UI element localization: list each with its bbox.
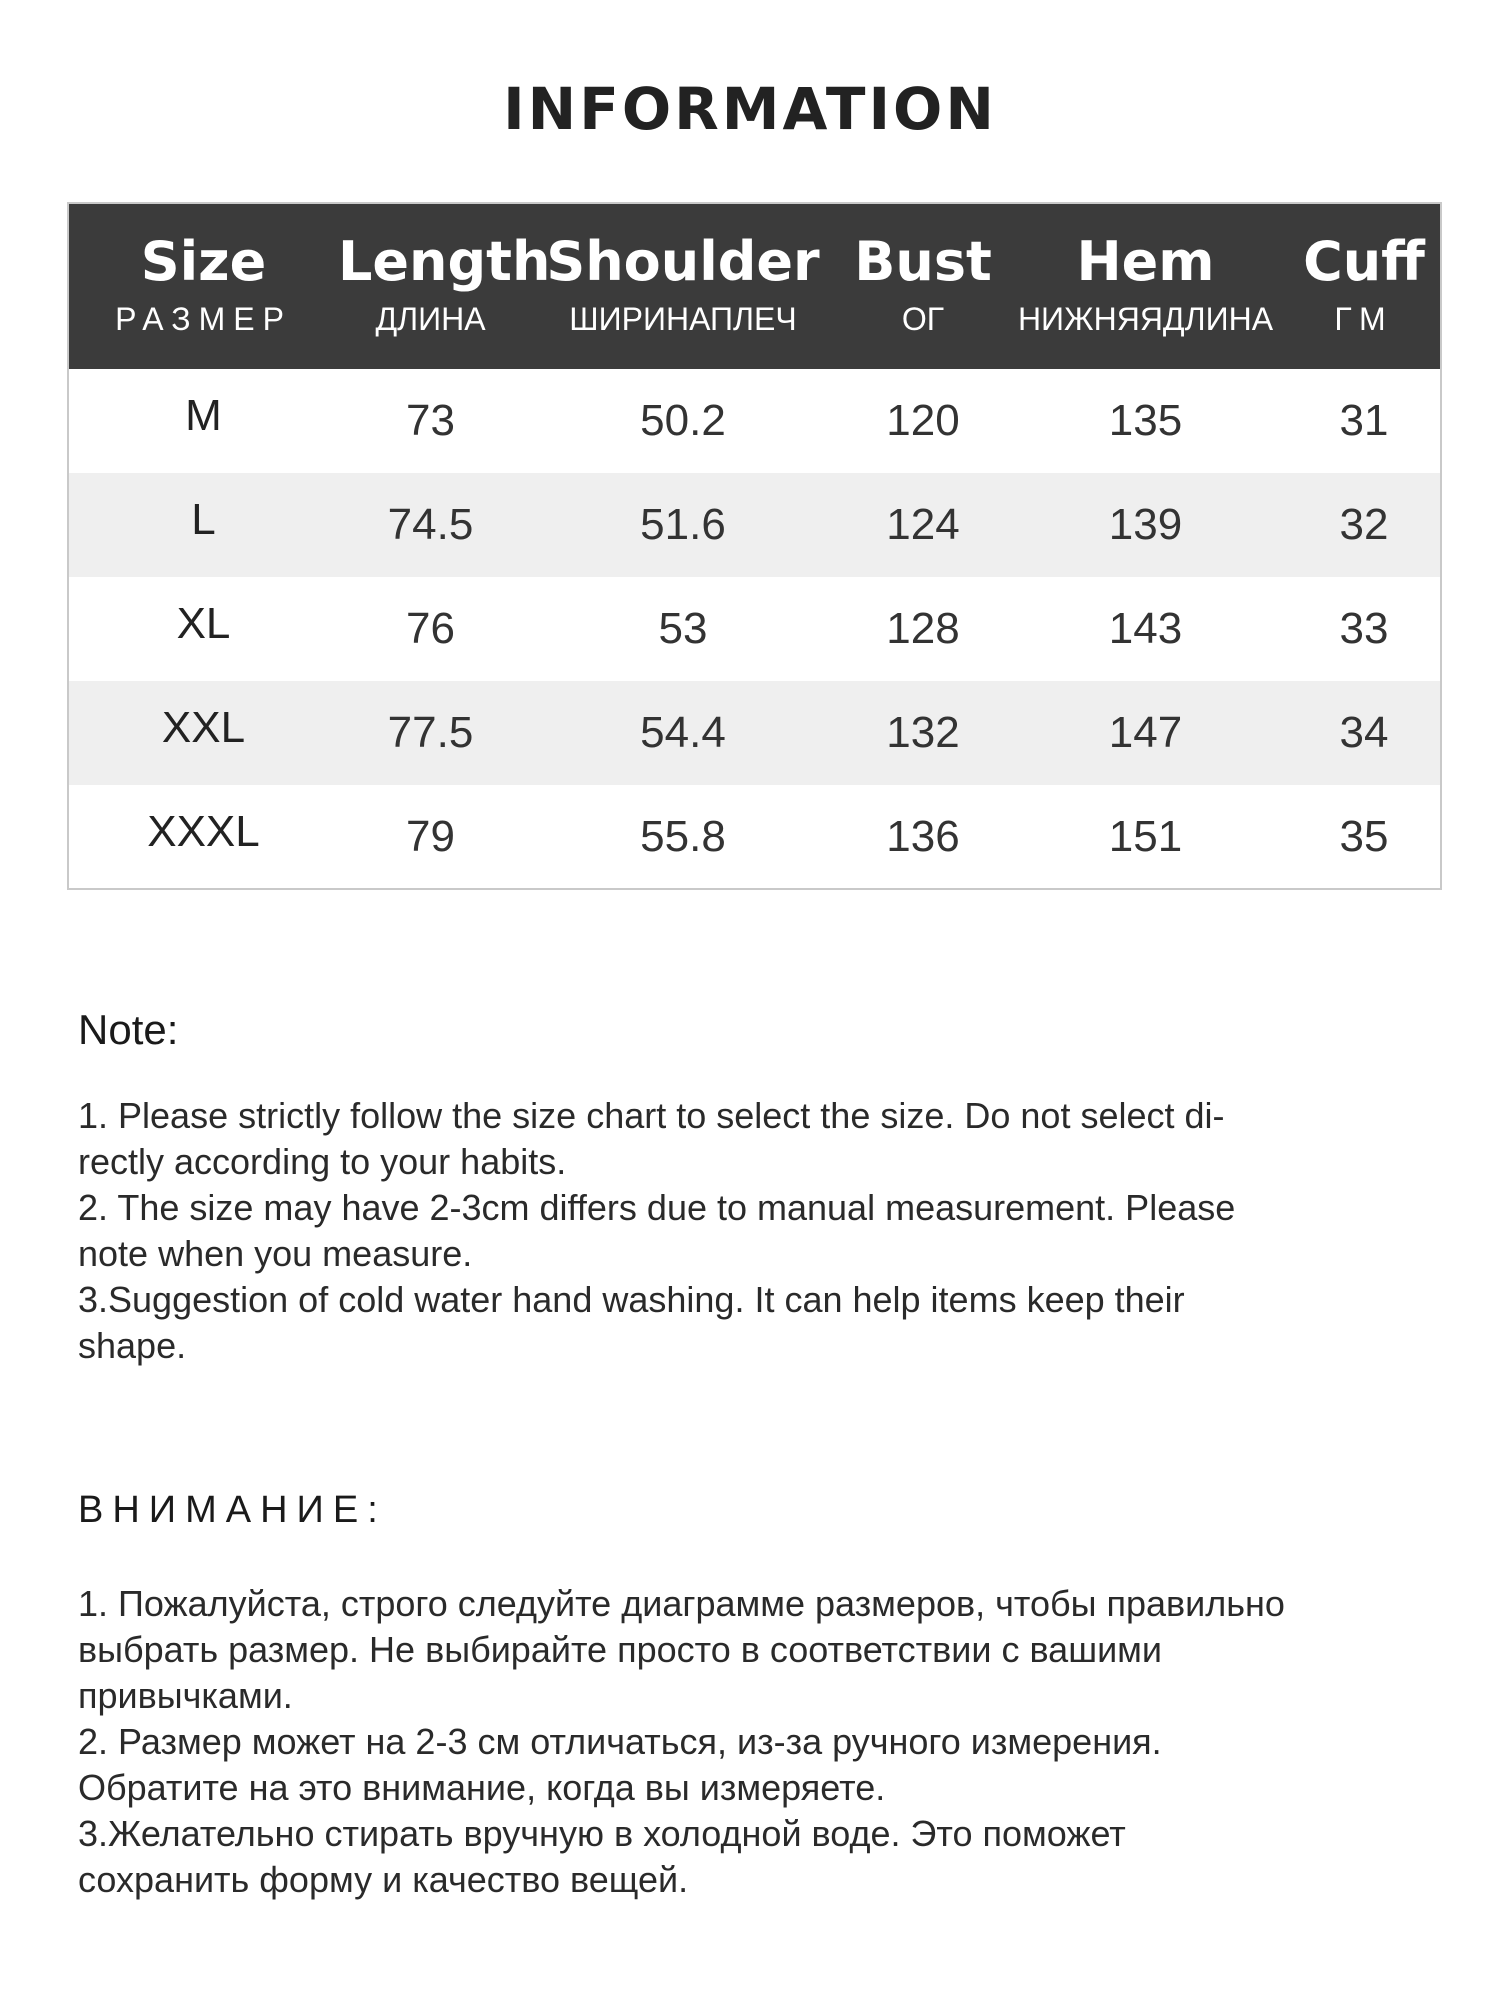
note-heading: ВНИМАНИЕ:: [78, 1489, 387, 1531]
column-header-length: [338, 203, 551, 369]
column-header-sublabel: ШИРИНАПЛЕЧ: [569, 300, 797, 337]
length-cell: 79: [406, 811, 455, 861]
column-header-sublabel: ДЛИНА: [375, 300, 486, 337]
shoulder-cell: 55.8: [640, 811, 726, 861]
length-cell: 76: [406, 604, 455, 653]
table-row: [68, 473, 1441, 577]
size-cell: XXXL: [147, 806, 260, 856]
size-cell: M: [185, 391, 222, 440]
shoulder-cell: 54.4: [640, 708, 726, 757]
table-header-row: [68, 203, 1441, 369]
page-title: INFORMATION: [503, 75, 997, 143]
column-header-cuff: [1288, 203, 1441, 369]
shoulder-cell: 51.6: [640, 500, 726, 549]
column-header-sublabel: РАЗМЕР: [115, 300, 292, 337]
column-header-label: Length: [338, 229, 551, 293]
note-text: 1. Пожалуйста, строго следуйте диаграмме размеров, чтобы правильно выбрать размер. Не выбирайте просто в соответствии с вашими привычками. 2. Размер может на 2-3 см отличаться, из-за ручного измерения. Обратите на это внимание, когда вы измеряете. 3.Желательно стирать вручную в холодной воде. Это поможет сохранить форму и качество вещей.: [78, 1583, 1285, 1900]
cuff-cell: 32: [1339, 500, 1389, 549]
bust-cell: 120: [886, 396, 960, 445]
column-header-hem: [1003, 203, 1288, 369]
table-row: [68, 577, 1441, 681]
bust-cell: 136: [886, 811, 960, 861]
note-english: [78, 1005, 1418, 1369]
size-cell: XL: [176, 599, 231, 648]
column-header-label: Hem: [1076, 229, 1215, 293]
column-header-sublabel: ОГ: [901, 300, 945, 337]
column-header-sublabel: НИЖНЯЯДЛИНА: [1017, 300, 1274, 337]
hem-cell: 139: [1108, 500, 1183, 549]
hem-cell: 143: [1108, 604, 1183, 653]
table-row: [68, 681, 1441, 785]
column-header-sublabel: ГМ: [1334, 300, 1394, 337]
length-cell: 74.5: [387, 500, 474, 549]
note-heading: Note:: [78, 1006, 179, 1053]
shoulder-cell: 53: [658, 604, 708, 653]
cuff-cell: 33: [1339, 604, 1389, 653]
hem-cell: 151: [1108, 811, 1183, 861]
bust-cell: 128: [886, 604, 960, 653]
column-header-shoulder: [523, 203, 843, 369]
table-row: [68, 785, 1441, 889]
hem-cell: 135: [1108, 396, 1183, 445]
cuff-cell: 35: [1339, 811, 1389, 861]
cuff-cell: 31: [1339, 396, 1389, 445]
size-cell: L: [191, 495, 216, 544]
note-russian: [78, 1485, 1418, 1903]
length-cell: 77.5: [387, 708, 474, 757]
cuff-cell: 34: [1339, 708, 1389, 757]
hem-cell: 147: [1108, 708, 1183, 757]
length-cell: 73: [406, 396, 455, 445]
size-chart-table: [67, 202, 1442, 890]
column-header-size: [68, 203, 338, 369]
column-header-label: Shoulder: [546, 229, 820, 293]
bust-cell: 124: [886, 500, 960, 549]
bust-cell: 132: [886, 708, 960, 757]
table-row: [68, 369, 1441, 473]
note-text: 1. Please strictly follow the size chart to select the size. Do not select di- rectly according to your habits. 2. The size may have 2-3cm differs due to manual measurement. Please note when you measure. 3.Suggestion of cold water hand washing. It can help items keep their shape.: [78, 1095, 1236, 1366]
size-cell: XXL: [161, 703, 246, 752]
column-header-label: Bust: [854, 229, 992, 293]
column-header-label: Cuff: [1303, 229, 1425, 293]
shoulder-cell: 50.2: [640, 396, 726, 445]
column-header-label: Size: [140, 229, 267, 293]
column-header-bust: [843, 203, 1003, 369]
